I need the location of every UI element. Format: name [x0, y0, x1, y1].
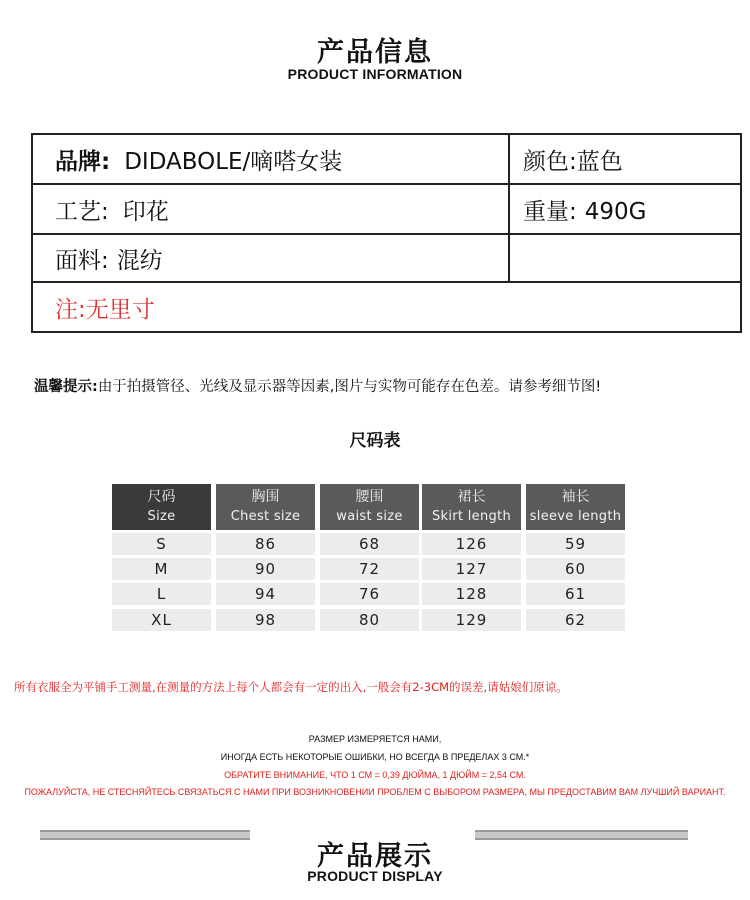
header-sleeve-cn: 袖长 [561, 489, 590, 505]
cell-xl-size: XL [112, 609, 211, 631]
cell-s-size: S [112, 533, 211, 555]
tip-line [34, 375, 601, 396]
cell-l-skirt: 128 [422, 583, 521, 605]
tip-text: 由于拍摄管径、光线及显示器等因素,图片与实物可能存在色差。请参考细节图! [97, 379, 602, 395]
cell-m-sleeve: 60 [526, 558, 625, 580]
empty-cell [509, 234, 741, 282]
cell-m-size: M [112, 558, 211, 580]
header-skirt [422, 484, 521, 530]
header-chest-cn: 胸围 [251, 489, 280, 505]
measurement-note: 所有衣服全为平铺手工测量,在测量的方法上每个人都会有一定的出入,一般会有2-3CM的误差,请姑娘们原谅。 [14, 680, 568, 694]
cell-s-waist: 68 [320, 533, 419, 555]
russian-line-2: ИНОГДА ЕСТЬ НЕКОТОРЫЕ ОШИБКИ, НО ВСЕГДА В ПРЕДЕЛАХ 3 СМ.* [220, 752, 530, 762]
weight-label: 重量: [523, 198, 577, 225]
cell-l-waist: 76 [320, 583, 419, 605]
brand-value: DIDABOLE/嘀嗒女装 [124, 148, 343, 175]
header-size [112, 484, 211, 530]
product-info-subtitle: PRODUCT INFORMATION [287, 66, 463, 82]
product-display-title: 产品展示 [317, 841, 433, 872]
note-text: 注:无里寸 [55, 296, 155, 323]
header-skirt-cn: 裙长 [457, 489, 486, 505]
product-info-table [31, 133, 742, 333]
craft-label: 工艺: [55, 198, 109, 225]
note-cell [32, 282, 741, 332]
fabric-cell [32, 234, 509, 282]
header-waist-en: waist size [336, 509, 403, 524]
cell-s-skirt: 126 [422, 533, 521, 555]
header-sleeve [526, 484, 625, 530]
cell-s-sleeve: 59 [526, 533, 625, 555]
product-display-subtitle: PRODUCT DISPLAY [307, 868, 443, 884]
fabric-value: 混纺 [116, 247, 163, 274]
cell-m-waist: 72 [320, 558, 419, 580]
color-label: 颜色: [523, 148, 577, 175]
header-chest [216, 484, 315, 530]
weight-value: 490G [584, 198, 647, 225]
cell-l-sleeve: 61 [526, 583, 625, 605]
cell-l-size: L [112, 583, 211, 605]
cell-l-chest: 94 [216, 583, 315, 605]
cell-xl-waist: 80 [320, 609, 419, 631]
tip-label: 温馨提示: [34, 379, 98, 395]
header-sleeve-en: sleeve length [529, 509, 622, 524]
color-cell [509, 134, 741, 184]
brand-label: 品牌: [55, 148, 111, 175]
brand-cell [32, 134, 509, 184]
color-value: 蓝色 [576, 148, 623, 175]
russian-line-1: РАЗМЕР ИЗМЕРЯЕТСЯ НАМИ, [308, 734, 442, 744]
weight-cell [509, 184, 741, 234]
cell-m-skirt: 127 [422, 558, 521, 580]
size-chart-title: 尺码表 [349, 431, 401, 451]
header-size-cn: 尺码 [147, 489, 176, 505]
craft-value: 印花 [122, 198, 169, 225]
header-waist-cn: 腰围 [355, 489, 384, 505]
cell-xl-sleeve: 62 [526, 609, 625, 631]
cell-xl-skirt: 129 [422, 609, 521, 631]
craft-cell [32, 184, 509, 234]
header-chest-en: Chest size [230, 509, 301, 524]
header-waist [320, 484, 419, 530]
header-skirt-en: Skirt length [431, 509, 511, 524]
russian-line-3: ОБРАТИТЕ ВНИМАНИЕ, ЧТО 1 СМ = 0,39 ДЮЙМА, 1 ДЮЙМ = 2,54 СМ. [224, 770, 526, 780]
cell-s-chest: 86 [216, 533, 315, 555]
cell-xl-chest: 98 [216, 609, 315, 631]
product-info-title: 产品信息 [317, 37, 433, 68]
fabric-label: 面料: [55, 247, 109, 274]
russian-line-4: ПОЖАЛУЙСТА, НЕ СТЕСНЯЙТЕСЬ СВЯЗАТЬСЯ С НАМИ ПРИ ВОЗНИКНОВЕНИИ ПРОБЛЕМ С ВЫБОРОМ РАЗМЕРА, МЫ ПРЕДОСТАВИМ ВАМ ЛУЧШИЙ ВАРИАНТ. [24, 787, 726, 797]
header-size-en: Size [147, 509, 176, 524]
cell-m-chest: 90 [216, 558, 315, 580]
